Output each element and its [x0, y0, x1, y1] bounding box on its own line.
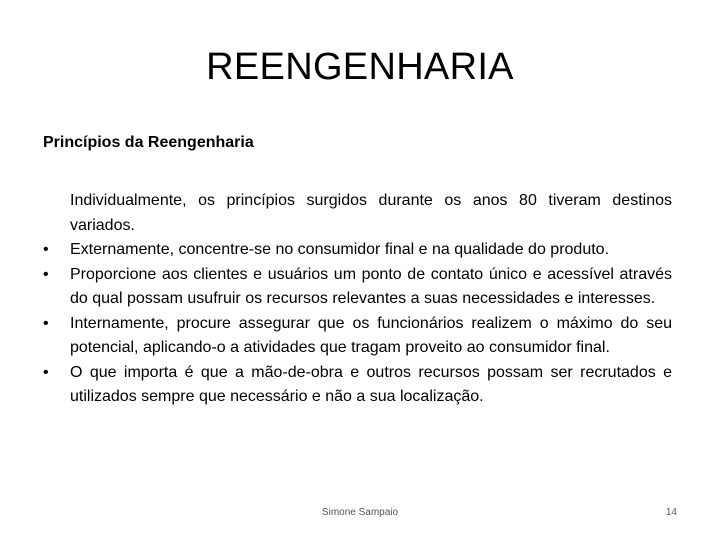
list-item — [43, 238, 672, 263]
bullet-text: Internamente, procure assegurar que os funcionários realizem o máximo do seu potencial, aplicando-o a atividades que tragam proveito ao consumidor final. — [70, 314, 672, 356]
footer-author: Simone Sampaio — [321, 507, 399, 518]
bullet-text: O que importa é que a mão-de-obra e outros recursos possam ser recrutados e utilizados sempre que necessário e não a sua localização. — [70, 363, 672, 405]
intro-paragraph: Individualmente, os princípios surgidos durante os anos 80 tiveram destinos variados. — [70, 192, 672, 234]
bullet-icon: • — [43, 363, 49, 381]
bullet-text: Externamente, concentre-se no consumidor final e na qualidade do produto. — [70, 241, 610, 258]
bullet-text: Proporcione aos clientes e usuários um ponto de contato único e acessível através do qual possam usufruir os recursos relevantes a suas necessidades e interesses. — [70, 265, 672, 307]
page-number: 14 — [665, 507, 677, 518]
list-item — [43, 312, 672, 361]
slide-subtitle: Princípios da Reengenharia — [43, 134, 254, 151]
list-item — [43, 361, 672, 410]
slide-title: REENGENHARIA — [206, 46, 514, 88]
bullet-list — [43, 238, 672, 410]
bullet-icon: • — [43, 314, 49, 332]
bullet-icon: • — [43, 265, 49, 283]
bullet-icon: • — [43, 241, 49, 258]
list-item — [43, 263, 672, 312]
